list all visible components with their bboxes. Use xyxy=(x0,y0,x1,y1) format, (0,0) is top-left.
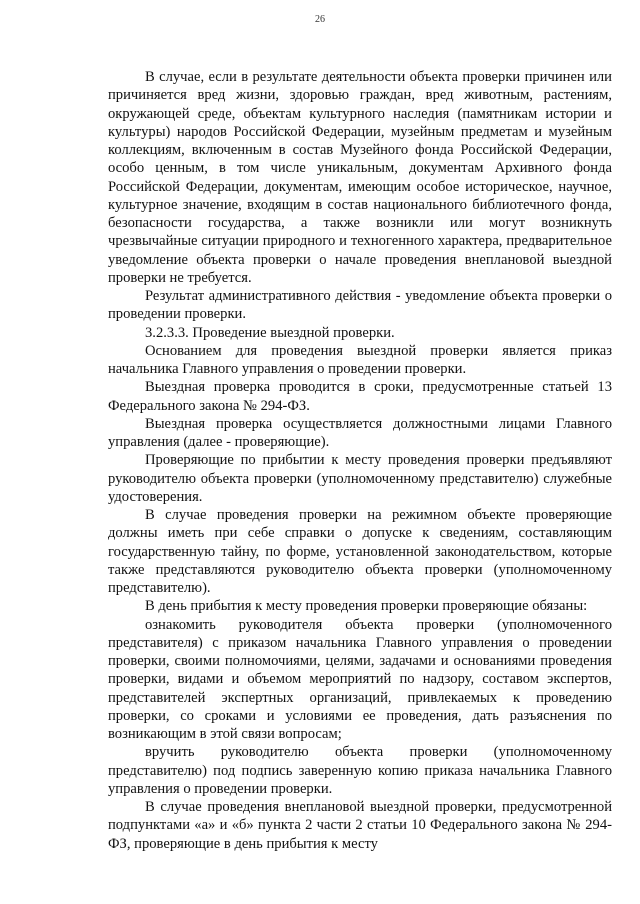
paragraph-result-notification: Результат административного действия - уведомление объекта проверки о проведении проверки. xyxy=(108,288,612,323)
page-number: 26 xyxy=(315,14,325,25)
list-item-deliver-copy: вручить руководителю объекта проверки (уполномоченному представителю) под подпись заверенную копию приказа начальника Главного управления о проведении проверки. xyxy=(108,744,612,797)
document-body xyxy=(108,68,612,853)
paragraph-restricted-facility: В случае проведения проверки на режимном объекте проверяющие должны иметь при себе справки о допуске к сведениям, составляющим государственную тайну, по форме, установленной законодательством, которые также представляются руководителю объекта проверки (уполномоченному представителю). xyxy=(108,507,612,596)
paragraph-basis: Основанием для проведения выездной проверки является приказ начальника Главного управления о проведении проверки. xyxy=(108,342,612,377)
section-heading-3-2-3-3: 3.2.3.3. Проведение выездной проверки. xyxy=(145,324,395,341)
paragraph-harm-exception: В случае, если в результате деятельности объекта проверки причинен или причиняется вред жизни, здоровью граждан, вред животным, растениям, окружающей среде, объектам культурного наследия (памятникам истории и культуры) народов Российской Федерации, музейным предметам и музейным коллекциям, включенным в состав Музейного фонда Российской Федерации, особо ценным, в том числе уникальным, документам Архивного фонда Российской Федерации, документам, имеющим особое историческое, научное, культурное значение, входящим в состав национального библиотечного фонда, безопасности государства, а также возникли или могут возникнуть чрезвычайные ситуации природного и техногенного характера, предварительное уведомление объекта проверки о начале проведения внеплановой выездной проверки не требуется. xyxy=(108,69,612,286)
paragraph-inspectors: Выездная проверка осуществляется должностными лицами Главного управления (далее - проверяющие). xyxy=(108,415,612,450)
paragraph-arrival-duties: В день прибытия к месту проведения проверки проверяющие обязаны: xyxy=(145,598,588,615)
list-item-acquaint: ознакомить руководителя объекта проверки (уполномоченного представителя) с приказом начальника Главного управления о проведении проверки, своими полномочиями, целями, задачами и основаниями проведения проверки, видами и объемом мероприятий по надзору, составом экспертов, представителей экспертных организаций, привлекаемых к проведению проверки, со сроками и условиями ее проведения, дать разъяснения по возникающим в этой связи вопросам; xyxy=(108,616,612,742)
paragraph-unscheduled-inspection: В случае проведения внеплановой выездной проверки, предусмотренной подпунктами «а» и «б» пункта 2 части 2 статьи 10 Федерального закона № 294-ФЗ, проверяющие в день прибытия к месту xyxy=(108,799,612,852)
paragraph-credentials: Проверяющие по прибытии к месту проведения проверки предъявляют руководителю объекта проверки (уполномоченному представителю) служебные удостоверения. xyxy=(108,452,612,505)
paragraph-terms: Выездная проверка проводится в сроки, предусмотренные статьей 13 Федерального закона № 294-ФЗ. xyxy=(108,379,612,414)
